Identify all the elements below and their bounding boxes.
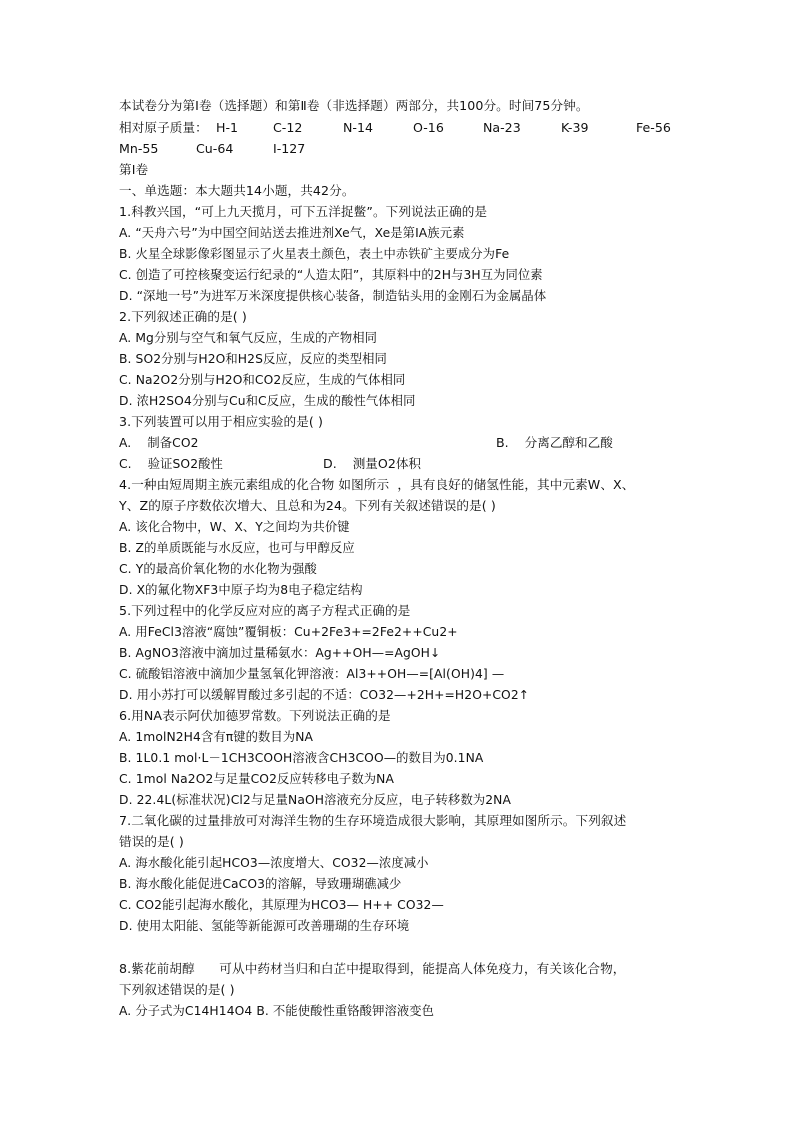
- question-4-option-c: C. Y的最高价氧化物的水化物为强酸: [119, 562, 317, 576]
- question-2-option-d: D. 浓H2SO4分别与Cu和C反应，生成的酸性气体相同: [119, 394, 416, 408]
- atomic-mass-n: N-14: [343, 120, 373, 135]
- atomic-mass-mn: Mn-55: [119, 141, 159, 156]
- question-5-option-b: B. AgNO3溶液中滴加过量稀氨水：Ag++OH—=AgOH↓: [119, 646, 441, 660]
- question-6-stem: 6.用NA表示阿伏加德罗常数。下列说法正确的是: [119, 708, 391, 723]
- question-7-option-c: C. CO2能引起海水酸化，其原理为HCO3— H++ CO32—: [119, 898, 444, 912]
- volume-label: 第Ⅰ卷: [119, 162, 149, 177]
- atomic-mass-h: H-1: [216, 120, 239, 135]
- question-1-option-c: C. 创造了可控核聚变运行纪录的“人造太阳”，其原料中的2H与3H互为同位素: [119, 268, 543, 282]
- question-1-option-a: A. “天舟六号”为中国空间站送去推进剂Xe气，Xe是第ⅠA族元素: [119, 226, 465, 240]
- question-8-stem-line-1: 8.紫花前胡醇 可从中药材当归和白芷中提取得到，能提高人体免疫力，有关该化合物，: [119, 961, 626, 976]
- question-1-option-b: B. 火星全球影像彩图显示了火星表土颜色，表土中赤铁矿主要成分为Fe: [119, 247, 510, 261]
- question-5-option-c: C. 硫酸铝溶液中滴加少量氢氧化钾溶液：Al3++OH—=[Al(OH)4] —: [119, 667, 505, 681]
- question-2-stem: 2.下列叙述正确的是( ): [119, 309, 247, 324]
- exam-note: 本试卷分为第Ⅰ卷（选择题）和第Ⅱ卷（非选择题）两部分，共100分。时间75分钟。: [119, 98, 589, 113]
- question-4-stem-line-1: 4.一种由短周期主族元素组成的化合物 如图所示 ，具有良好的储氢性能，其中元素W、X、: [119, 477, 635, 492]
- question-7-option-a: A. 海水酸化能引起HCO3—浓度增大、CO32—浓度减小: [119, 856, 429, 870]
- question-5-option-d: D. 用小苏打可以缓解胃酸过多引起的不适：CO32—+2H+=H2O+CO2↑: [119, 688, 530, 702]
- atomic-mass-row-1: [119, 119, 208, 137]
- question-7-option-d: D. 使用太阳能、氢能等新能源可改善珊瑚的生存环境: [119, 919, 410, 933]
- question-3-option-a: A. 制备CO2: [119, 436, 199, 450]
- question-2-option-c: C. Na2O2分别与H2O和CO2反应，生成的气体相同: [119, 373, 406, 387]
- question-1-option-d: D. “深地一号”为进军万米深度提供核心装备，制造钻头用的金刚石为金属晶体: [119, 289, 547, 303]
- atomic-mass-na: Na-23: [483, 120, 521, 135]
- question-7-stem-line-2: 错误的是( ): [119, 834, 184, 849]
- atomic-mass-o: O-16: [413, 120, 444, 135]
- question-4-option-a: A. 该化合物中，W、X、Y之间均为共价键: [119, 520, 350, 534]
- question-4-option-d: D. X的氟化物XF3中原子均为8电子稳定结构: [119, 583, 363, 597]
- question-6-option-c: C. 1mol Na2O2与足量CO2反应转移电子数为NA: [119, 772, 394, 786]
- section-heading: 一、单选题：本大题共14小题，共42分。: [119, 183, 355, 198]
- question-2-option-b: B. SO2分别与H2O和H2S反应，反应的类型相同: [119, 352, 387, 366]
- question-3-stem: 3.下列装置可以用于相应实验的是( ): [119, 414, 324, 429]
- question-3-option-d: D. 测量O2体积: [323, 456, 422, 471]
- question-4-stem-line-2: Y、Z的原子序数依次增大、且总和为24。下列有关叙述错误的是( ): [119, 498, 496, 513]
- question-6-option-b: B. 1L0.1 mol·L－1CH3COOH溶液含CH3COO—的数目为0.1NA: [119, 751, 484, 765]
- question-6-option-a: A. 1molN2H4含有π键的数目为NA: [119, 730, 314, 744]
- question-5-option-a: A. 用FeCl3溶液“腐蚀”覆铜板：Cu+2Fe3+=2Fe2++Cu2+: [119, 625, 458, 639]
- question-8-stem-line-2: 下列叙述错误的是( ): [119, 982, 235, 997]
- atomic-mass-cu: Cu-64: [196, 141, 234, 156]
- question-4-option-b: B. Z的单质既能与水反应，也可与甲醇反应: [119, 541, 355, 555]
- atomic-mass-fe: Fe-56: [636, 120, 671, 135]
- atomic-mass-label: 相对原子质量：: [119, 120, 208, 135]
- atomic-mass-k: K-39: [561, 120, 589, 135]
- question-6-option-d: D. 22.4L(标准状况)Cl2与足量NaOH溶液充分反应，电子转移数为2NA: [119, 793, 511, 807]
- question-3-option-c: C. 验证SO2酸性: [119, 457, 223, 471]
- question-7-option-b: B. 海水酸化能促进CaCO3的溶解，导致珊瑚礁减少: [119, 877, 402, 891]
- atomic-mass-i: I-127: [273, 141, 306, 156]
- atomic-mass-c: C-12: [273, 120, 303, 135]
- question-1-stem: 1.科教兴国，“可上九天揽月，可下五洋捉鳖”。下列说法正确的是: [119, 204, 488, 219]
- question-5-stem: 5.下列过程中的化学反应对应的离子方程式正确的是: [119, 603, 411, 618]
- question-2-option-a: A. Mg分别与空气和氧气反应，生成的产物相同: [119, 331, 378, 345]
- question-8-options-a-b: A. 分子式为C14H14O4 B. 不能使酸性重铬酸钾溶液变色: [119, 1004, 435, 1018]
- question-3-option-b: B. 分离乙醇和乙酸: [496, 435, 613, 450]
- question-7-stem-line-1: 7.二氧化碳的过量排放可对海洋生物的生存环境造成很大影响，其原理如图所示。下列叙述: [119, 813, 627, 828]
